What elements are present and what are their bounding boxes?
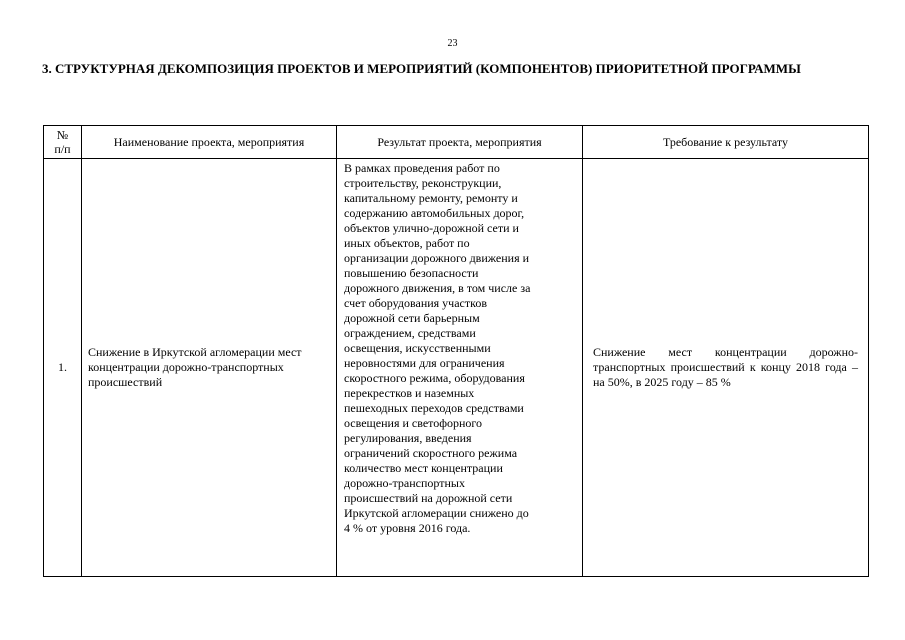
result-line: В рамках проведения работ по — [344, 161, 500, 175]
row-result — [337, 159, 583, 577]
header-num: № п/п — [44, 126, 82, 159]
header-result: Результат проекта, мероприятия — [337, 126, 583, 159]
result-line: объектов улично-дорожной сети и — [344, 221, 519, 235]
row-requirement: Снижение мест концентрации дорожно-транспортных происшествий к концу 2018 года – на 50%, в 2025 году – 85 % — [583, 159, 869, 577]
result-line: пешеходных переходов средствами — [344, 401, 524, 415]
result-line: ограничений скоростного режима — [344, 446, 518, 460]
result-line: строительству, реконструкции, — [344, 176, 502, 190]
result-line: освещения, искусственными — [344, 341, 491, 355]
result-line: повышению безопасности — [344, 266, 479, 280]
result-line: содержанию автомобильных дорог, — [344, 206, 525, 220]
result-line: капитальному ремонту, ремонту и — [344, 191, 518, 205]
table-row — [44, 159, 869, 577]
result-line: Иркутской агломерации снижено до — [344, 506, 529, 520]
page-number: 23 — [447, 38, 458, 49]
section-heading: 3. СТРУКТУРНАЯ ДЕКОМПОЗИЦИЯ ПРОЕКТОВ И МЕРОПРИЯТИЙ (КОМПОНЕНТОВ) ПРИОРИТЕТНОЙ ПРОГРАММЫ — [42, 61, 801, 76]
result-line: происшествий на дорожной сети — [344, 491, 513, 505]
header-requirement: Требование к результату — [583, 126, 869, 159]
row-num: 1. — [44, 159, 82, 577]
header-name: Наименование проекта, мероприятия — [82, 126, 337, 159]
result-line: ограждением, средствами — [344, 326, 476, 340]
result-line: перекрестков и наземных — [344, 386, 475, 400]
result-line: организации дорожного движения и — [344, 251, 530, 265]
row-project-name: Снижение в Иркутской агломерации мест концентрации дорожно-транспортных происшествий — [82, 159, 337, 577]
result-line: дорожной сети барьерным — [344, 311, 480, 325]
result-line: регулирования, введения — [344, 431, 472, 445]
result-line: 4 % от уровня 2016 года. — [344, 521, 471, 535]
result-line: освещения и светофорного — [344, 416, 483, 430]
result-line: дорожного движения, в том числе за — [344, 281, 531, 295]
result-line: счет оборудования участков — [344, 296, 488, 310]
result-line: иных объектов, работ по — [344, 236, 470, 250]
result-line: количество мест концентрации — [344, 461, 503, 475]
result-text — [344, 161, 576, 536]
result-line: дорожно-транспортных — [344, 476, 465, 490]
result-line: неровностями для ограничения — [344, 356, 505, 370]
decomposition-table — [43, 125, 869, 577]
table-header-row — [44, 126, 869, 159]
result-line: скоростного режима, оборудования — [344, 371, 525, 385]
